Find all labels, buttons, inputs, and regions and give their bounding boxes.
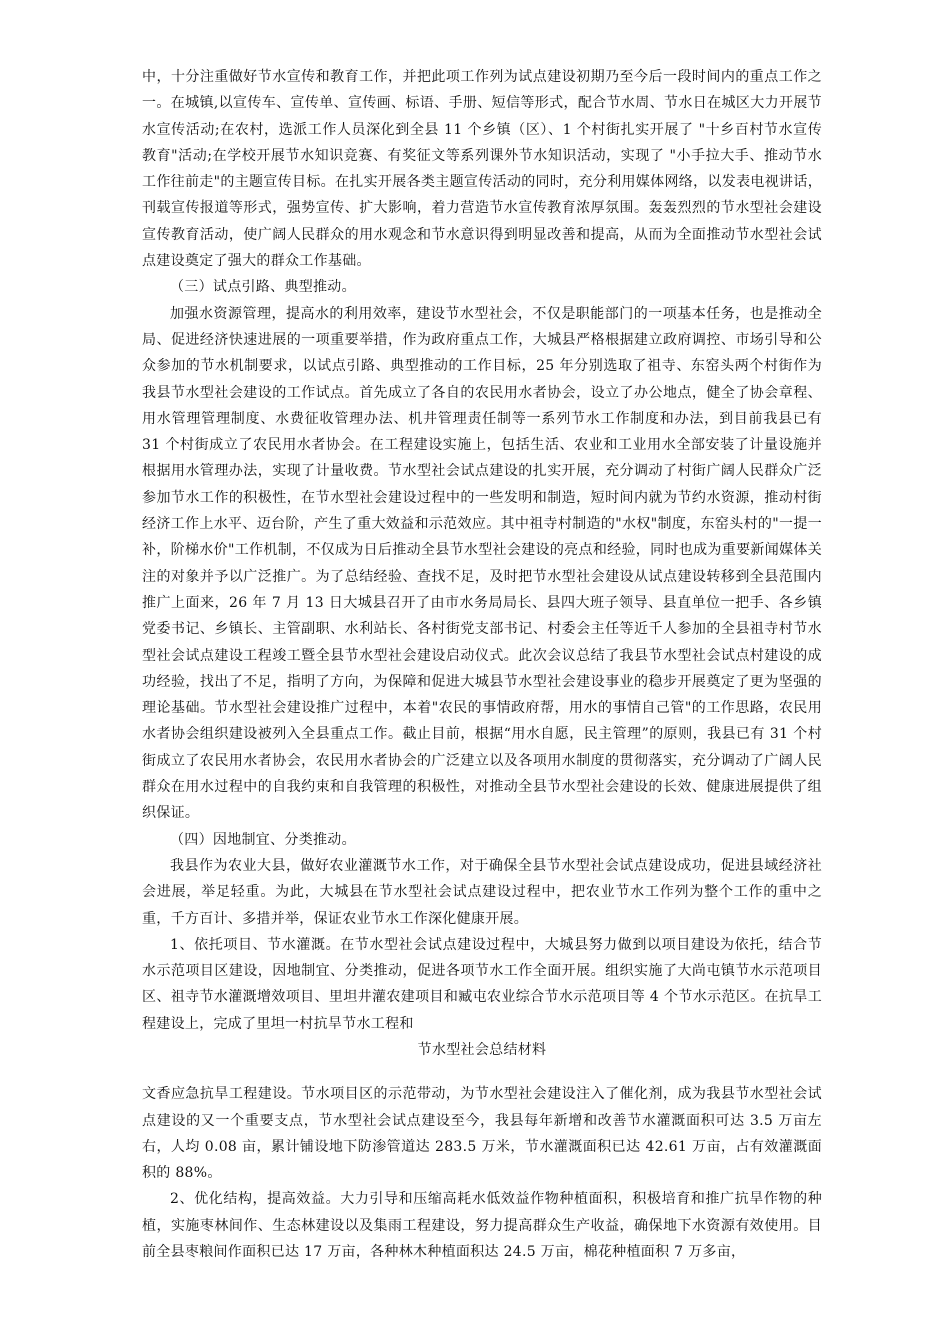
section-heading-4: （四）因地制宜、分类推动。 <box>170 831 356 848</box>
paragraph-publicity: 中，十分注重做好节水宣传和教育工作，并把此项工作列为试点建设初期乃至今后一段时间内的重点工作之一。在城镇,以宣传车、宣传单、宣传画、标语、手册、短信等形式，配合节水周、节水日在城区大力开展节水宣传活动;在农村，选派工作人员深化到全县 11 个乡镇（区）、1 个村街扎实开展了 "十乡百村节水宣传教育"活动;在学校开展节水知识竞赛、有奖征文等系列课外节水知识活动，实现了 "小手拉大手、推动节水工作往前走"的主题宣传目标。在扎实开展各类主题宣传活动的同时，充分利用媒体网络，以发表电视讲话，刊载宣传报道等形式，强势宣传、扩大影响，着力营造节水宣传教育浓厚氛围。轰轰烈烈的节水型社会建设宣传教育活动，使广阔人民群众的用水观念和节水意识得到明显改善和提高，从而为全面推动节水型社会试点建设奠定了强大的群众工作基础。 <box>142 69 822 270</box>
page-footer-title: 节水型社会总结材料 <box>417 1041 547 1058</box>
paragraph-agriculture: 我县作为农业大县，做好农业灌溉节水工作，对于确保全县节水型社会试点建设成功，促进县域经济社会进展，举足轻重。为此，大城县在节水型社会试点建设过程中，把农业节水工作列为整个工作的重中之重，千方百计、多措并举，保证农业节水工作深化健康开展。 <box>142 857 822 927</box>
document-page <box>142 64 822 1265</box>
section-heading-3: （三）试点引路、典型推动。 <box>170 279 356 296</box>
paragraph-item-1-continued: 文香应急抗旱工程建设。节水项目区的示范带动，为节水型社会建设注入了催化剂，成为我县节水型社会试点建设的又一个重要支点，节水型社会试点建设至今，我县每年新增和改善节水灌溉面积可达 3.5 万亩左右，人均 0.08 亩，累计铺设地下防渗管道达 283.5 万米，节水灌溉面积已达 42.61 万亩，占有效灌溉面积的 88%。 <box>142 1086 822 1182</box>
paragraph-item-1: 1、依托项目、节水灌溉。在节水型社会试点建设过程中，大城县努力做到以项目建设为依托，结合节水示范项目区建设，因地制宜、分类推动，促进各项节水工作全面开展。组织实施了大尚屯镇节水示范项目区、祖寺节水灌溉增效项目、里坦井灌农建项目和臧屯农业综合节水示范项目等 4 个节水示范区。在抗旱工程建设上，完成了里坦一村抗旱节水工程和 <box>142 936 822 1032</box>
paragraph-pilot-projects: 加强水资源管理，提高水的利用效率，建设节水型社会，不仅是职能部门的一项基本任务，也是推动全局、促进经济快速进展的一项重要举措，作为政府重点工作，大城县严格根据建立政府调控、市场引导和公众参加的节水机制要求，以试点引路、典型推动的工作目标，25 年分别选取了祖寺、东窑头两个村街作为我县节水型社会建设的工作试点。首先成立了各自的农民用水者协会，设立了办公地点，健全了协会章程、用水管理管理制度、水费征收管理办法、机井管理责任制等一系列节水工作制度和办法，到目前我县已有 31 个村街成立了农民用水者协会。在工程建设实施上，包括生活、农业和工业用水全部安装了计量设施并根据用水管理办法，实现了计量收费。节水型社会试点建设的扎实开展，充分调动了村街广阔人民群众广泛参加节水工作的积极性，在节水型社会建设过程中的一些发明和制造，短时间内就为节约水资源，推动村街经济工作上水平、迈台阶，产生了重大效益和示范效应。其中祖寺村制造的"水权"制度，东窑头村的"一提一补，阶梯水价"工作机制，不仅成为日后推动全县节水型社会建设的亮点和经验，同时也成为重要新闻媒体关注的对象并予以广泛推广。为了总结经验、查找不足，及时把节水型社会建设从试点建设转移到全县范围内推广上面来，26 年 7 月 13 日大城县召开了由市水务局局长、县四大班子领导、县直单位一把手、各乡镇党委书记、乡镇长、主管副职、水利站长、各村街党支部书记、村委会主任等近千人参加的全县祖寺村节水型社会试点建设工程竣工暨全县节水型社会建设启动仪式。此次会议总结了我县节水型社会试点村建设的成功经验，找出了不足，指明了方向，为保障和促进大城县节水型社会建设事业的稳步开展奠定了更为坚强的理论基础。节水型社会建设推广过程中，本着"农民的事情政府帮，用水的事情自己管"的工作思路，农民用水者协会组织建设被列入全县重点工作。截止目前，根据“用水自愿，民主管理”的原则，我县已有 31 个村街成立了农民用水者协会，农民用水者协会的广泛建立以及各项用水制度的贯彻落实，充分调动了广阔人民群众在用水过程中的自我约束和自我管理的积极性，对推动全县节水型社会建设的长效、健康进展提供了组织保证。 <box>142 305 822 822</box>
paragraph-item-2: 2、优化结构，提高效益。大力引导和压缩高耗水低效益作物种植面积，积极培育和推广抗旱作物的种植，实施枣林间作、生态林建设以及集雨工程建设，努力提高群众生产收益，确保地下水资源有效使用。目前全县枣粮间作面积已达 17 万亩，各种林木种植面积达 24.5 万亩，棉花种植面积 7 万多亩， <box>142 1191 822 1261</box>
